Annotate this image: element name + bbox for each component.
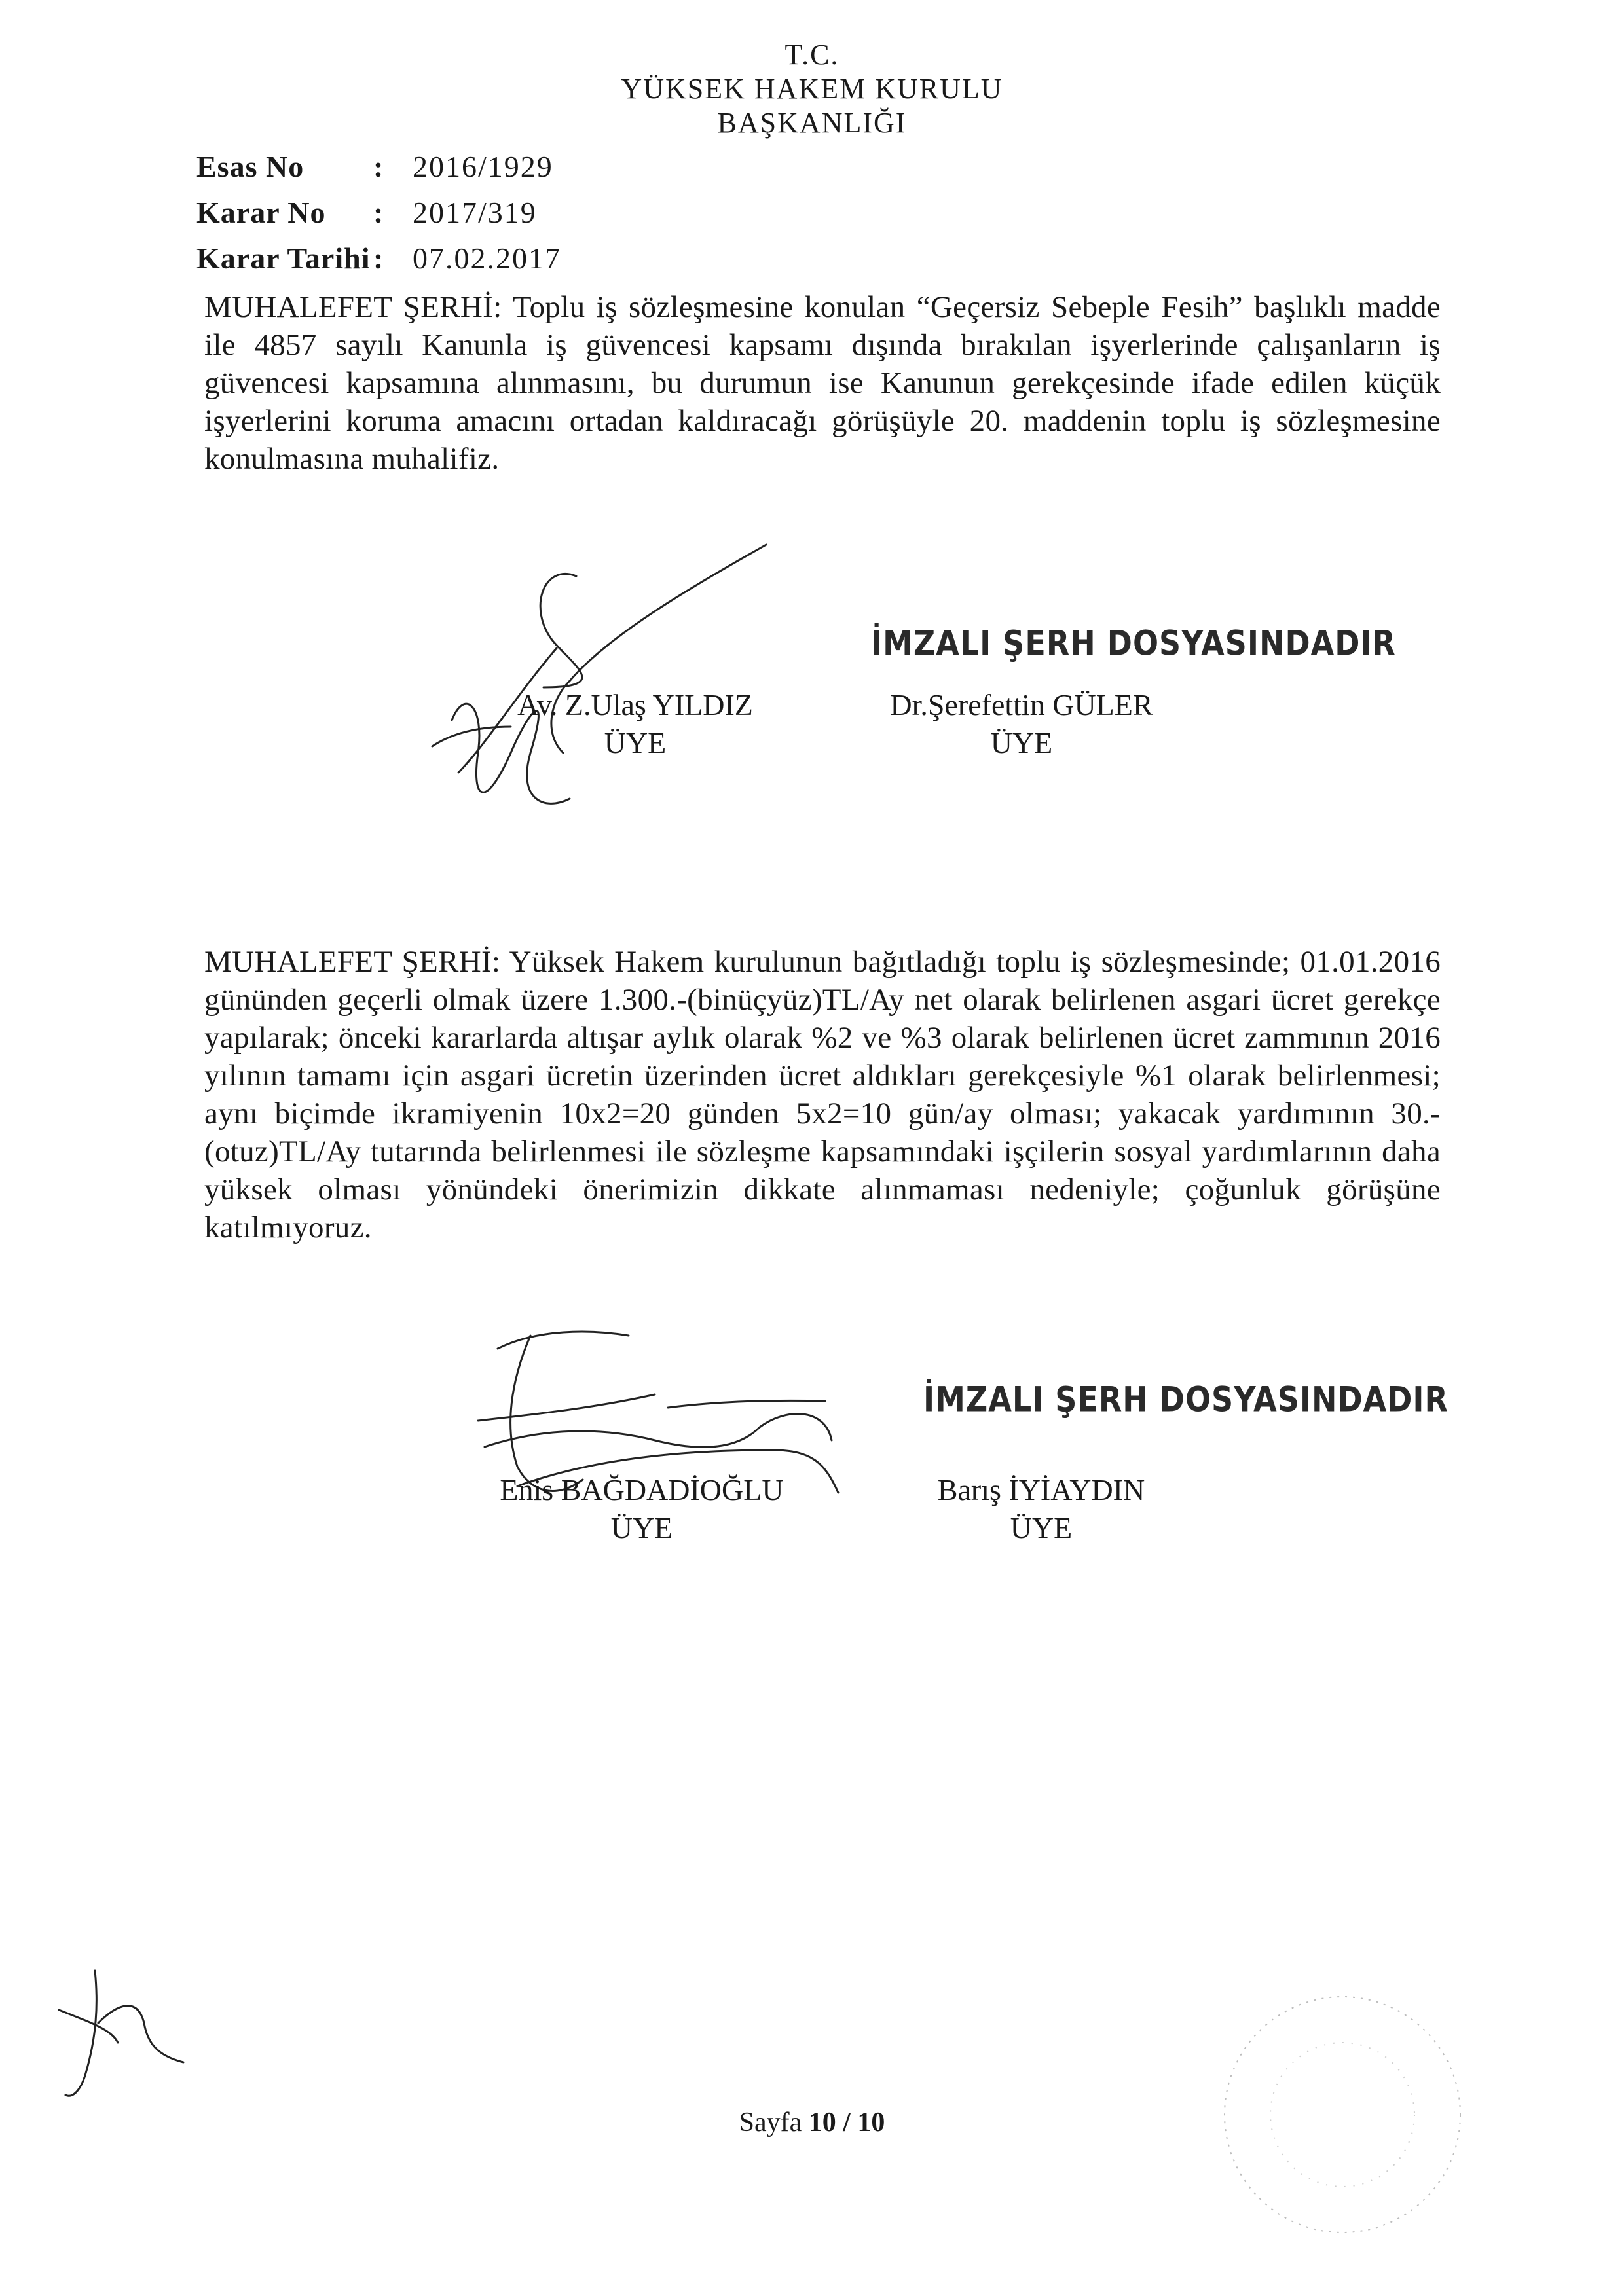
signatory-name: Barış İYİAYDIN [937, 1473, 1145, 1506]
signatory-block [471, 1471, 812, 1547]
signatory-name: Dr.Şerefettin GÜLER [890, 688, 1153, 721]
case-info-value: 2017/319 [413, 196, 537, 229]
signature-stamp: İMZALI ŞERH DOSYASINDADIR [871, 622, 1396, 664]
case-info-label: Esas No [196, 150, 304, 183]
signature-yildiz [413, 537, 819, 812]
case-info-row [196, 190, 561, 236]
page-prefix: Sayfa [739, 2107, 802, 2138]
page-count: 10 / 10 [808, 2107, 885, 2138]
case-info-separator: : [373, 150, 384, 183]
header-department: BAŞKANLIĞI [717, 107, 907, 139]
initials-mark [33, 1958, 203, 2115]
case-info-label: Karar Tarihi [196, 242, 371, 275]
signatory-block [891, 1471, 1192, 1547]
signatory-name: Av. Z.Ulaş YILDIZ [517, 688, 753, 721]
signatory-block [851, 686, 1192, 762]
case-info-separator: : [373, 196, 384, 229]
case-info-value: 2016/1929 [413, 150, 553, 183]
case-info-separator: : [373, 242, 384, 275]
signatory-name: Enis BAĞDADİOĞLU [500, 1473, 784, 1506]
page-number [0, 2107, 1624, 2138]
dissent-2-text: MUHALEFET ŞERHİ: Yüksek Hakem kurulunun bağıtladığı toplu iş sözleşmesinde; 01.01.2016 gününden geçerli olmak üzere 1.300.-(binüçyüz)TL/Ay net olarak belirlenen asgari ücret gerekçe yapılarak; önceki kararlarda altışar aylık olarak %2 ve %3 olarak belirlenen ücret zammının 2016 yılının tamamı için asgari ücretin üzerinden ücret aldıkları gerekçesiyle %1 olarak belirlenmesi; aynı biçimde ikramiyenin 10x2=20 günden 5x2=10 gün/ay olması; yakacak yardımının 30.-(otuz)TL/Ay tutarında belirlenmesi ile sözleşme kapsamındaki işçilerin sosyal yardımlarının daha yüksek olması yönündeki önerimizin dikkate alınmaması nedeniyle; çoğunluk görüşüne katılmıyoruz. [204, 945, 1441, 1245]
signatory-role: ÜYE [990, 726, 1053, 759]
case-info-value: 07.02.2017 [413, 242, 561, 275]
header-tc: T.C. [784, 39, 840, 71]
signatory-role: ÜYE [610, 1511, 673, 1544]
signatory-block [498, 686, 773, 762]
signature-stamp: İMZALI ŞERH DOSYASINDADIR [923, 1378, 1449, 1420]
header-institution: YÜKSEK HAKEM KURULU [621, 73, 1003, 105]
signatory-role: ÜYE [604, 726, 667, 759]
dissent-1-text: MUHALEFET ŞERHİ: Toplu iş sözleşmesine konulan “Geçersiz Sebeple Fesih” başlıklı madde ile 4857 sayılı Kanunla iş güvencesi kapsamı dışında bırakılan işyerlerinde çalışanların iş güvencesi kapsamına alınmasını, bu durumun ise Kanunun gerekçesinde ifade edilen küçük işyerlerini koruma amacını ortadan kaldıracağı görüşüyle 20. maddenin toplu iş sözleşmesine konulmasına muhalifiz. [204, 290, 1441, 476]
case-info [196, 144, 561, 282]
case-info-row [196, 236, 561, 282]
signatory-role: ÜYE [1010, 1511, 1073, 1544]
case-info-row [196, 144, 561, 190]
case-info-label: Karar No [196, 196, 326, 229]
